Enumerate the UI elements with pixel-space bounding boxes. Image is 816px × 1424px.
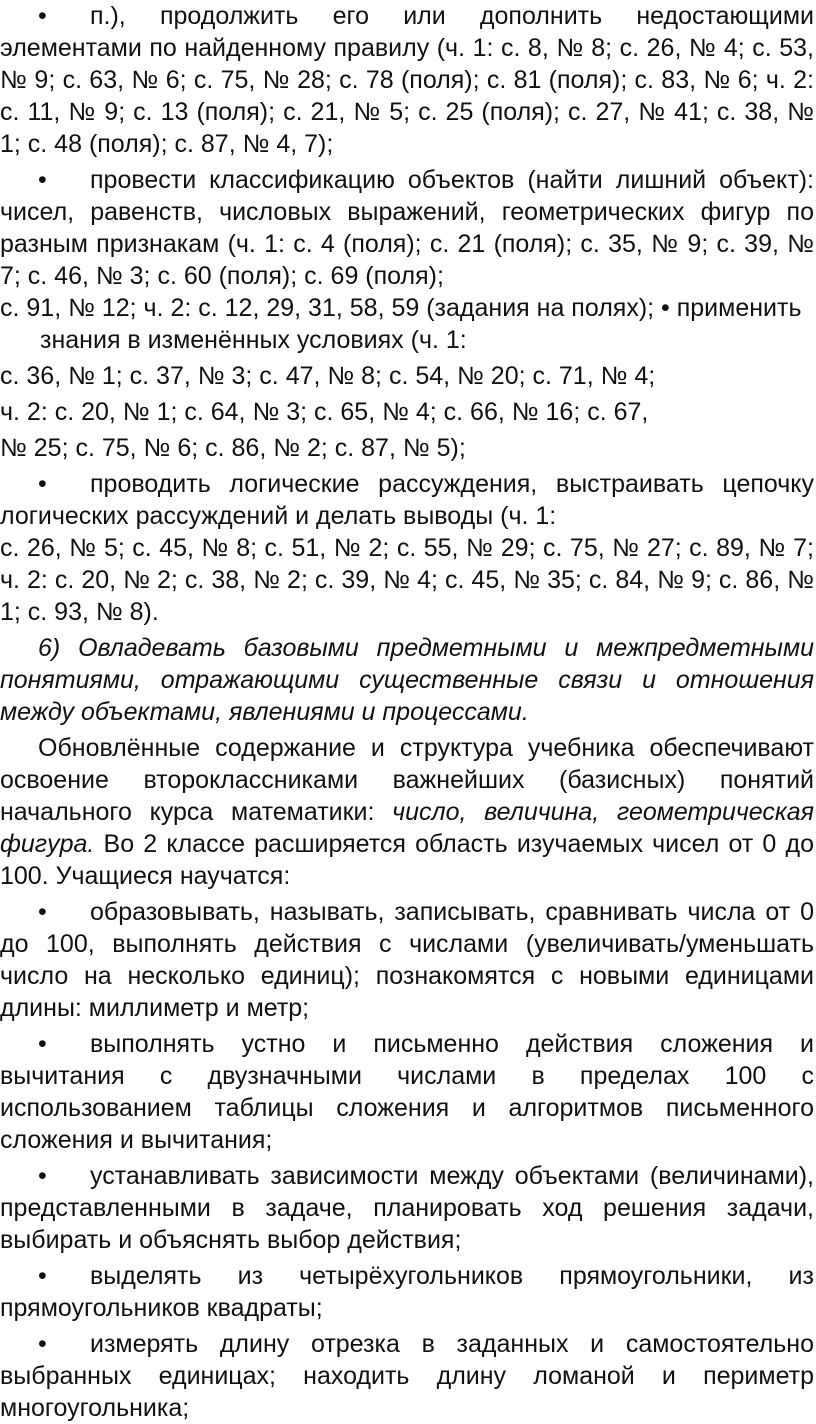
bullet-icon: • <box>38 898 47 926</box>
bullet-icon: • <box>38 166 47 194</box>
bullet-item <box>0 1028 814 1156</box>
bullet-text: выделять из четырёхугольников прямоугольники, из прямоугольников квадраты; <box>0 1262 814 1322</box>
section-heading: 6) Овладевать базовыми предметными и межпредметными понятиями, отражающими существенные связи и отношения между объектами, явлениями и процессами. <box>0 634 814 726</box>
intro-text: Во 2 классе расширяется область изучаемых чисел от 0 до 100. Учащиеся научатся: <box>0 830 814 890</box>
bullet-icon: • <box>38 2 47 30</box>
bullet-item <box>0 1328 814 1424</box>
bullet-icon: • <box>38 1262 47 1290</box>
text-line: № 25; с. 75, № 6; с. 86, № 2; с. 87, № 5); <box>0 434 466 462</box>
bullet-item-pattern <box>0 0 814 160</box>
text-line: с. 36, № 1; с. 37, № 3; с. 47, № 8; с. 54, № 20; с. 71, № 4; <box>0 362 656 390</box>
bullet-icon: • <box>38 1162 47 1190</box>
intro-paragraph <box>0 732 814 892</box>
bullet-text: измерять длину отрезка в заданных и самостоятельно выбранных единицах; находить длину ломаной и периметр многоугольника; <box>0 1330 814 1422</box>
intro-text: Обновлённые содержание и структура учебника обеспечивают освоение второклассниками важнейших (базисных) понятий начального курса математики: <box>0 734 814 826</box>
text-line: с. 91, № 12; ч. 2: с. 12, 29, 31, 58, 59 (задания на полях); • применить <box>0 294 802 322</box>
bullet-item <box>0 1160 814 1256</box>
intro-italic: число, величина, геометрическая фигура. <box>0 798 814 858</box>
bullet-item <box>0 1260 814 1324</box>
bullet-text: образовывать, называть, записывать, сравнивать числа от 0 до 100, выполнять действия с числами (увеличивать/уменьшать число на несколько единиц); познакомятся с новыми единицами длины: миллиметр и метр; <box>0 898 814 1022</box>
bullet-item-classification <box>0 164 814 292</box>
bullet-icon: • <box>38 1330 47 1358</box>
bullet-text: проводить логические рассуждения, выстраивать цепочку логических рассуждений и делать выводы (ч. 1: <box>0 470 814 530</box>
bullet-item-reasoning <box>0 468 814 532</box>
bullet-text: п.), продолжить его или дополнить недостающими элементами по найденному правилу (ч. 1: с. 8, № 8; с. 26, № 4; с. 53, № 9; с. 63, № 6; с. 75, № 28; с. 78 (поля); с. 81 (поля); с. 83, № 6; ч. 2: с. 11, № 9; с. 13 (поля); с. 21, № 5; с. 25 (поля); с. 27, № 41; с. 38, № 1; с. 48 (поля); с. 87, № 4, 7); <box>0 2 814 158</box>
bullet-text: выполнять устно и письменно действия сложения и вычитания с двузначными числами в пределах 100 с использованием таблицы сложения и алгоритмов письменного сложения и вычитания; <box>0 1030 814 1154</box>
text-line: знания в изменённых условиях (ч. 1: <box>40 326 467 354</box>
text-line: ч. 2: с. 20, № 1; с. 64, № 3; с. 65, № 4; с. 66, № 16; с. 67, <box>0 398 649 426</box>
bullet-text: устанавливать зависимости между объектами (величинами), представленными в задаче, планировать ход решения задачи, выбирать и объяснять выбор действия; <box>0 1162 814 1254</box>
bullet-icon: • <box>38 470 47 498</box>
bullet-icon: • <box>38 1030 47 1058</box>
bullet-text: провести классификацию объектов (найти лишний объект): чисел, равенств, числовых выражений, геометрических фигур по разным признакам (ч. 1: с. 4 (поля); с. 21 (поля); с. 35, № 9; с. 39, № 7; с. 46, № 3; с. 60 (поля); с. 69 (поля); <box>0 166 814 290</box>
bullet-item <box>0 896 814 1024</box>
text-line: с. 26, № 5; с. 45, № 8; с. 51, № 2; с. 55, № 29; с. 75, № 27; с. 89, № 7; ч. 2: с. 20, № 2; с. 38, № 2; с. 39, № 4; с. 45, № 35; с. 84, № 9; с. 86, № 1; с. 93, № 8). <box>0 534 814 626</box>
